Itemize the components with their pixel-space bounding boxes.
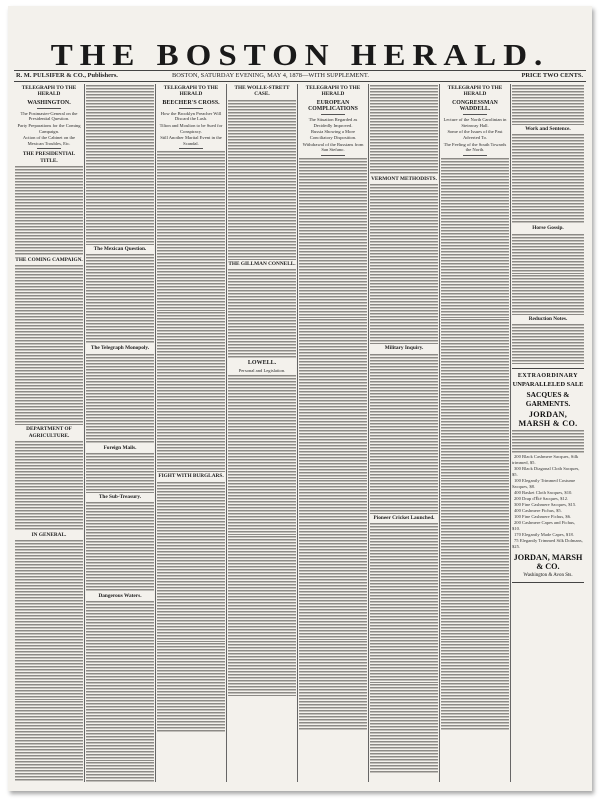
text-block	[299, 319, 367, 479]
article-deck: How the Brooklyn Preacher Will Discard the Lash.	[160, 110, 222, 122]
article-deck: Russia Showing a More Conciliatory Disposition.	[309, 129, 357, 140]
columns	[14, 84, 586, 784]
ad-item: 170 Elegantly Made Capes, $18.	[514, 531, 574, 537]
text-block	[370, 184, 438, 344]
column-1	[15, 84, 83, 782]
section-heading: DEPARTMENT OF AGRICULTURE.	[26, 426, 72, 439]
column-7	[441, 84, 509, 782]
date-line: BOSTON, SATURDAY EVENING, MAY 4, 1878—WITH SUPPLEMENT.	[172, 72, 369, 79]
advertisement	[512, 368, 584, 583]
column-rule	[155, 84, 156, 782]
ad-item: 200 Black Cashmere Sacques, Silk trimmed, $5.	[512, 453, 579, 465]
text-block	[86, 502, 154, 592]
text-block	[157, 482, 225, 642]
text-block	[15, 540, 83, 700]
text-block	[15, 265, 83, 425]
text-block	[512, 134, 584, 224]
section-heading: FIGHT WITH BURGLARS.	[158, 473, 224, 480]
ad-item: 300 Black Diagonal Cloth Sacques, $5.	[512, 465, 580, 477]
section-heading: THE COMING CAMPAIGN.	[15, 257, 83, 264]
article-title: EUROPEAN COMPLICATIONS	[308, 99, 358, 112]
text-block	[299, 480, 367, 640]
section-heading: Horse Gossip.	[532, 225, 564, 232]
section-heading: The Sub-Treasury.	[98, 493, 142, 500]
section-heading: IN GENERAL.	[31, 531, 67, 538]
article-deck: Tilton and Moulton to be Sued for Conspiracy.	[159, 123, 223, 134]
section-heading: THE PRESIDENTIAL TITLE.	[22, 151, 76, 164]
ad-item: 400 Cashmere Fichus, $5.	[514, 507, 562, 513]
article-kicker: TELEGRAPH TO THE HERALD	[163, 85, 219, 98]
ad-item: 200 Drap d'Été Sacques, $12.	[514, 495, 569, 501]
ad-item: 300 Fine Cashmere Sacques, $15.	[514, 501, 577, 507]
price: PRICE TWO CENTS.	[521, 72, 583, 79]
text-block	[15, 441, 83, 531]
article-deck: Some of the Issues of the Past Adverted To.	[447, 129, 503, 140]
ad-footer: JORDAN, MARSH & CO.	[513, 552, 583, 571]
text-block	[228, 269, 296, 359]
ad-lead: EXTRAORDINARY	[517, 372, 579, 379]
text-block	[441, 319, 509, 479]
article-deck: Personal and Legislation.	[238, 368, 286, 374]
text-block	[370, 354, 438, 514]
section-heading: LOWELL.	[247, 359, 277, 366]
ad-item: 400 Basket Cloth Sacques, $10.	[514, 489, 573, 495]
section-heading: THE GILLMAN CONNELL.	[228, 260, 296, 267]
section-heading: The Telegraph Monopoly.	[90, 345, 150, 352]
text-block	[441, 480, 509, 640]
text-block	[157, 643, 225, 733]
ad-item: 100 Fine Cashmere Fichus, $6.	[514, 513, 572, 519]
article-deck: Party Preparations for the Coming Campaign.	[17, 123, 81, 134]
text-block	[86, 762, 154, 782]
column-rule	[84, 84, 85, 782]
text-block	[86, 354, 154, 444]
text-block	[512, 324, 584, 364]
text-block	[299, 158, 367, 318]
section-heading: Foreign Mails.	[103, 444, 137, 451]
article-kicker: TELEGRAPH TO THE HERALD	[447, 85, 503, 98]
text-block	[512, 234, 584, 274]
text-block	[86, 85, 154, 245]
section-heading: Military Inquiry.	[384, 345, 424, 352]
column-2	[86, 84, 154, 782]
column-rule	[226, 84, 227, 782]
column-rule	[297, 84, 298, 782]
text-block	[512, 85, 584, 125]
column-6	[370, 84, 438, 782]
text-block	[228, 536, 296, 696]
ad-subtitle: SACQUES & GARMENTS.	[525, 389, 571, 408]
text-block	[370, 684, 438, 774]
divider	[179, 108, 203, 109]
article-deck: Withdrawal of the Russians from San Stefano.	[302, 141, 364, 153]
article-title: CONGRESSMAN WADDELL.	[452, 99, 498, 112]
text-block	[441, 641, 509, 731]
text-block	[370, 85, 438, 175]
text-block	[370, 523, 438, 683]
text-block	[86, 254, 154, 344]
divider	[463, 114, 487, 115]
article-deck: The Situation Regarded as Decidedly Improved.	[308, 117, 358, 128]
section-heading: Dangerous Waters.	[98, 593, 142, 600]
divider	[37, 148, 61, 149]
column-5	[299, 84, 367, 782]
article-deck: Still Another Marital Event in the Scandal.	[160, 135, 222, 146]
column-8	[512, 84, 584, 782]
article-kicker: TELEGRAPH TO THE HERALD	[305, 85, 361, 98]
article-deck: The Postmaster-General on the Presidential Question.	[20, 110, 78, 122]
column-3	[157, 84, 225, 782]
section-heading: VERMONT METHODISTS.	[371, 176, 437, 182]
text-block	[228, 100, 296, 260]
column-rule	[439, 84, 440, 782]
divider	[179, 148, 203, 149]
article-deck: Action of the Cabinet on the Mexican Troubles, Etc.	[22, 135, 76, 146]
column-4	[228, 84, 296, 782]
ad-item: 200 Cashmere Capes and Fichus, $10.	[512, 519, 576, 531]
text-block	[441, 158, 509, 318]
text-block	[15, 166, 83, 256]
section-heading: THE WOLLE-STRETT CASE.	[234, 85, 290, 98]
ad-merchant: JORDAN, MARSH & CO.	[518, 409, 578, 428]
divider	[463, 155, 487, 156]
article-title: WASHINGTON.	[27, 99, 71, 106]
divider	[321, 155, 345, 156]
text-block	[15, 701, 83, 782]
text-block	[299, 641, 367, 731]
text-block	[512, 275, 584, 315]
article-kicker: TELEGRAPH TO THE HERALD	[21, 85, 77, 98]
article-title: BEECHER'S CROSS.	[162, 99, 220, 106]
section-heading: The Mexican Question.	[93, 246, 147, 252]
article-deck: Lecture of the North Carolinian in Steinway Hall.	[443, 117, 507, 128]
ad-item: 75 Elegantly Trimmed Silk Dolmans, $25.	[512, 537, 583, 549]
section-heading: Reduction Notes.	[528, 315, 568, 322]
article-deck: The Feeling of the South Towards the North.	[443, 141, 507, 153]
text-block	[157, 151, 225, 311]
text-block	[86, 601, 154, 761]
text-block	[157, 312, 225, 472]
ad-address: Washington & Avon Sts.	[523, 572, 573, 578]
divider	[321, 114, 345, 115]
text-block	[86, 453, 154, 493]
section-heading: Work and Sentence.	[525, 126, 571, 132]
text-block	[512, 430, 584, 454]
dateline-bar	[14, 70, 586, 82]
masthead: THE BOSTON HERALD.	[50, 39, 550, 73]
publisher: R. M. PULSIFER & CO., Publishers.	[16, 72, 118, 79]
column-rule	[368, 84, 369, 782]
column-rule	[510, 84, 511, 782]
divider	[37, 108, 61, 109]
ad-title: UNPARALLELED SALE	[512, 380, 584, 388]
section-heading: Pioneer Cricket Launched.	[373, 514, 435, 521]
newspaper-page	[8, 6, 592, 791]
text-block	[228, 375, 296, 535]
ad-item: 100 Elegantly Trimmed Costume Sacques, $8.	[512, 477, 576, 489]
